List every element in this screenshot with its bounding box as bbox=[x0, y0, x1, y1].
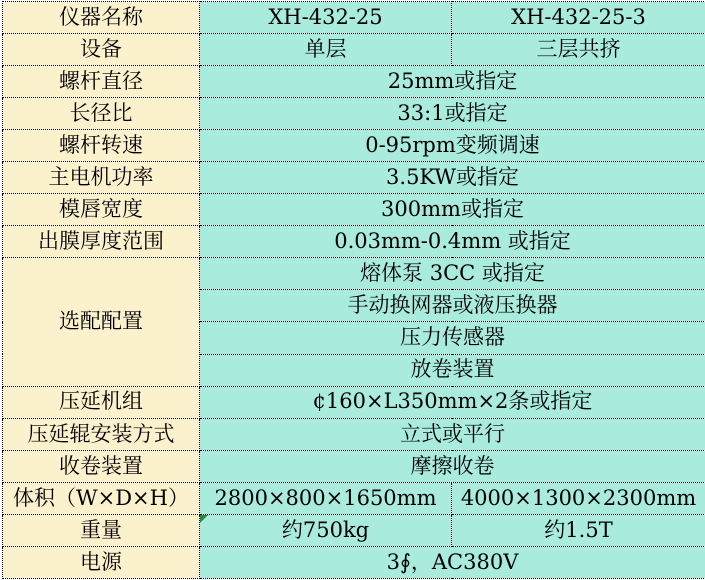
cell-volume-2: 4000×1300×2300mm bbox=[452, 482, 705, 514]
row-label-screw-diameter: 螺杆直径 bbox=[3, 66, 200, 98]
table-row bbox=[3, 418, 705, 450]
row-label-film-thickness: 出膜厚度范围 bbox=[3, 226, 200, 258]
table-row bbox=[3, 98, 705, 130]
cell-roll-mounting: 立式或平行 bbox=[200, 418, 705, 450]
cell-weight-1-text: 约750kg bbox=[281, 517, 370, 542]
cell-option-pressure-sensor: 压力传感器 bbox=[200, 322, 705, 354]
row-label-die-lip-width: 模唇宽度 bbox=[3, 194, 200, 226]
cell-option-unwinding-device: 放卷装置 bbox=[200, 354, 705, 386]
cell-ld-ratio: 33:1或指定 bbox=[200, 98, 705, 130]
row-label-winding-device: 收卷装置 bbox=[3, 450, 200, 482]
cell-model-2: XH-432-25-3 bbox=[452, 2, 705, 34]
table-row bbox=[3, 162, 705, 194]
cell-option-melt-pump: 熔体泵 3CC 或指定 bbox=[200, 258, 705, 290]
cell-weight-2: 约1.5T bbox=[452, 514, 705, 546]
cell-flag-icon bbox=[200, 515, 208, 523]
row-label-optional-config: 选配配置 bbox=[3, 258, 200, 386]
row-label-motor-power: 主电机功率 bbox=[3, 162, 200, 194]
row-label-instrument-name: 仪器名称 bbox=[3, 2, 200, 34]
table-row bbox=[3, 450, 705, 482]
row-label-weight: 重量 bbox=[3, 514, 200, 546]
row-label-volume: 体积（W×D×H） bbox=[3, 482, 200, 514]
cell-screw-diameter: 25mm或指定 bbox=[200, 66, 705, 98]
row-label-power-supply: 电源 bbox=[3, 546, 200, 578]
table-row bbox=[3, 514, 705, 546]
cell-calender-unit: ¢160×L350mm×2条或指定 bbox=[200, 386, 705, 418]
cell-model-1: XH-432-25 bbox=[200, 2, 452, 34]
row-label-calender-unit: 压延机组 bbox=[3, 386, 200, 418]
row-label-roll-mounting: 压延辊安装方式 bbox=[3, 418, 200, 450]
cell-weight-1 bbox=[200, 514, 452, 546]
table-row bbox=[3, 226, 705, 258]
table-row bbox=[3, 482, 705, 514]
cell-equipment-1: 单层 bbox=[200, 34, 452, 66]
cell-winding-device: 摩擦收卷 bbox=[200, 450, 705, 482]
cell-screw-speed: 0-95rpm变频调速 bbox=[200, 130, 705, 162]
cell-volume-1: 2800×800×1650mm bbox=[200, 482, 452, 514]
table-row bbox=[3, 130, 705, 162]
cell-option-screen-changer: 手动换网器或液压换器 bbox=[200, 290, 705, 322]
table-row bbox=[3, 258, 705, 290]
cell-die-lip-width: 300mm或指定 bbox=[200, 194, 705, 226]
cell-equipment-2: 三层共挤 bbox=[452, 34, 705, 66]
cell-film-thickness: 0.03mm-0.4mm 或指定 bbox=[200, 226, 705, 258]
table-row bbox=[3, 386, 705, 418]
table-row bbox=[3, 194, 705, 226]
table-row bbox=[3, 2, 705, 34]
table-row bbox=[3, 546, 705, 578]
cell-power-supply: 3∮，AC380V bbox=[200, 546, 705, 578]
table-row bbox=[3, 34, 705, 66]
cell-motor-power: 3.5KW或指定 bbox=[200, 162, 705, 194]
row-label-equipment: 设备 bbox=[3, 34, 200, 66]
row-label-screw-speed: 螺杆转速 bbox=[3, 130, 200, 162]
row-label-ld-ratio: 长径比 bbox=[3, 98, 200, 130]
spec-table bbox=[2, 1, 705, 579]
table-row bbox=[3, 66, 705, 98]
